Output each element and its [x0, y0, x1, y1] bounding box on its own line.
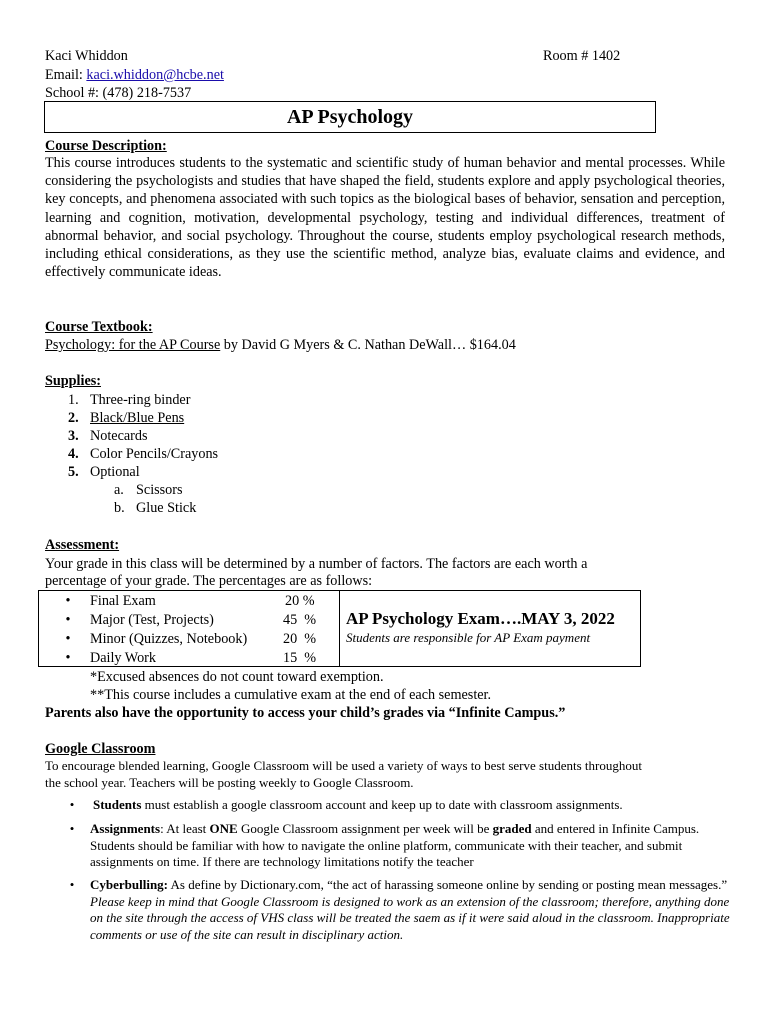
gc-cyber-text: As define by Dictionary.com, “the act of harassing someone online by sending or posting mean messages.” — [168, 877, 728, 892]
parents-access-note: Parents also have the opportunity to access your child’s grades via “Infinite Campus.” — [45, 705, 566, 721]
gc-students-item — [93, 797, 733, 814]
description-body: This course introduces students to the systematic and scientific study of human behavior and mental processes. While considering the psychologists and studies that have shaped the field, students explore and apply psychological theories, key concepts, and phenomena associated with such topics as the biological bases of behavior, sensation and perception, learning and cognition, motivation, developmental psychology, testing and individual differences, treatment of abnormal behavior, and social psychology. Throughout the course, students employ psychological research methods, including ethical considerations, as they use the scientific method, analyze bias, evaluate claims and evidence, and effectively communicate ideas. — [45, 155, 725, 281]
email-link[interactable]: kaci.whiddon@hcbe.net — [86, 67, 224, 83]
grade-percent: 20 % — [285, 593, 315, 609]
exam-date: AP Psychology Exam….MAY 3, 2022 — [346, 609, 615, 628]
assessment-heading: Assessment: — [45, 537, 120, 553]
gc-students-label: Students — [93, 797, 142, 812]
supply-item: Notecards — [90, 428, 148, 444]
supplies-heading: Supplies: — [45, 373, 101, 389]
textbook-heading: Course Textbook: — [45, 319, 153, 335]
gc-assign-one: ONE — [209, 821, 238, 836]
grade-label: Daily Work — [90, 650, 156, 666]
description-heading: Course Description: — [45, 138, 167, 154]
gc-assignments-item — [90, 821, 730, 871]
room-number: Room # 1402 — [543, 48, 621, 64]
bullet-icon: • — [65, 631, 71, 647]
textbook-line — [45, 336, 516, 354]
bullet-icon: • — [69, 797, 75, 812]
grade-percent: 15 % — [283, 650, 317, 666]
supply-num: 2. — [68, 410, 79, 426]
school-phone: School #: (478) 218-7537 — [45, 85, 192, 101]
gc-cyber-label: Cyberbulling: — [90, 877, 169, 892]
gc-assign-text: : At least — [160, 821, 210, 836]
grade-table-divider — [339, 590, 340, 667]
email-label: Email: — [45, 67, 83, 83]
gc-assign-text: Google Classroom assignment per week will be — [237, 821, 493, 836]
supply-num: 4. — [68, 446, 79, 462]
grade-label: Minor (Quizzes, Notebook) — [90, 631, 248, 647]
gc-students-text: must establish a google classroom account and keep up to date with classroom assignments. — [141, 797, 623, 812]
supply-item: Optional — [90, 464, 140, 480]
supply-sub-item: Glue Stick — [136, 500, 197, 516]
gc-assign-text: and entered in Infinite Campus. Students should be familiar with how to navigate the online platform, communicate with their teacher, and submit assignments on time. If there are technology limitations notify the teacher — [90, 821, 700, 869]
bullet-icon: • — [69, 877, 75, 892]
grade-label: Final Exam — [90, 593, 156, 609]
exemption-note: *Excused absences do not count toward exemption. — [90, 669, 384, 685]
bullet-icon: • — [65, 650, 71, 666]
supply-item: Color Pencils/Crayons — [90, 446, 219, 462]
supply-sub-num: b. — [114, 500, 125, 516]
grade-percent: 20 % — [283, 631, 317, 647]
grade-label: Major (Test, Projects) — [90, 612, 214, 628]
gc-assign-graded: graded — [492, 821, 532, 836]
email-line — [45, 66, 224, 84]
gc-intro-2: the school year. Teachers will be posting weekly to Google Classroom. — [45, 775, 414, 790]
google-classroom-heading: Google Classroom — [45, 741, 156, 757]
assessment-intro-1: Your grade in this class will be determined by a number of factors. The factors are each worth a — [45, 556, 588, 572]
supply-sub-num: a. — [114, 482, 124, 498]
page-title: AP Psychology — [286, 106, 414, 128]
bullet-icon: • — [69, 821, 75, 836]
supply-item: Three-ring binder — [90, 392, 191, 408]
title-box — [44, 101, 656, 133]
assessment-intro-2: percentage of your grade. The percentages are as follows: — [45, 573, 373, 589]
teacher-name: Kaci Whiddon — [45, 48, 128, 64]
gc-cyber-italic: Please keep in mind that Google Classroom is designed to work as an extension of the classroom; therefore, anything done on the site through the access of VHS class will be treated the saem as if it were said aloud in the classroom. Inappropriate comments or use of the site can result in disciplinary action. — [90, 893, 730, 942]
cumulative-exam-note: **This course includes a cumulative exam at the end of each semester. — [90, 687, 492, 703]
supply-num: 1. — [68, 392, 79, 408]
exam-payment-note: Students are responsible for AP Exam payment — [346, 630, 591, 645]
bullet-icon: • — [65, 612, 71, 628]
bullet-icon: • — [65, 593, 71, 609]
supply-item: Black/Blue Pens — [90, 410, 185, 426]
gc-intro-1: To encourage blended learning, Google Classroom will be used a variety of ways to best serve students throughout — [45, 758, 642, 773]
gc-cyberbullying-item — [90, 877, 730, 943]
supply-num: 5. — [68, 464, 79, 480]
textbook-details: by David G Myers & C. Nathan DeWall… $164.04 — [220, 337, 516, 353]
gc-assign-label: Assignments — [90, 821, 161, 836]
textbook-title: Psychology: for the AP Course — [45, 337, 221, 353]
supply-sub-item: Scissors — [136, 482, 183, 498]
grade-percent: 45 % — [283, 612, 317, 628]
supply-num: 3. — [68, 428, 79, 444]
